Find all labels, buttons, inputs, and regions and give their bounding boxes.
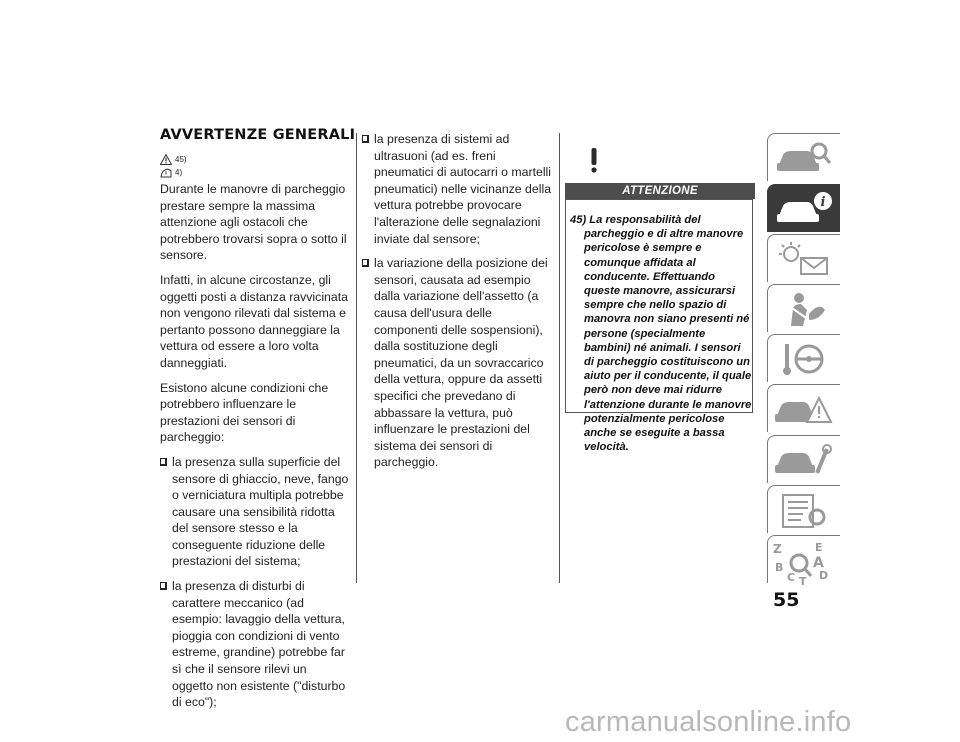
tab-vehicle-info[interactable] [767,184,840,232]
caution-ref-4[interactable] [160,167,182,178]
tab-warning-lights[interactable] [767,234,840,282]
ref-label: 45) [175,155,187,164]
paragraph: Infatti, in alcune circostanze, gli oggetti posti a distanza ravvicinata non vengono rilevati dal sistema e pertanto possono danneggiare la vettura od essere a loro volta danneggiati. [160,272,348,370]
svg-text:T: T [799,575,807,585]
list-item [362,255,552,471]
warning-text [570,213,752,454]
section-title: AVVERTENZE GENERALI [160,127,356,143]
tab-safety[interactable] [767,284,840,332]
condition-list-continued [362,131,552,471]
tab-vehicle-knowledge[interactable] [767,133,840,181]
column-divider [356,133,357,583]
tab-starting-driving[interactable] [767,334,840,382]
middle-column [362,131,552,479]
list-item-text: la presenza di disturbi di carattere meccanico (ad esempio: lavaggio della vettura, pioggia con condizioni di vento estreme, grandine) potrebbe far sì che il sensore rilevi un oggetto non esistente ("disturbo di eco"); [172,579,346,710]
watermark: carmanualsonline.info [565,706,852,738]
list-item-text: la variazione della posizione dei sensori, causata ad esempio dalla variazione dell'assetto (a causa dell'usura delle componenti delle sospensioni), dalla sostituzione degli pneumatici, da un sovraccarico della vettura, oppure da assetti specifici che prevedano di abbassare la vettura, può influenzare le prestazioni del sistema dei sensori di parcheggio. [374,256,548,470]
svg-text:A: A [813,555,824,571]
warning-triangle-icon [160,154,172,165]
tab-maintenance[interactable] [767,435,840,483]
list-item [160,578,350,711]
list-item-text: la presenza di sistemi ad ultrasuoni (ad es. freni pneumatici di autocarri o martelli pneumatici) nelle vicinanze della vettura potrebbe provocare l'alterazione delle segnalazioni inviate dal sensore; [374,132,552,246]
warning-lights-message-icon [773,240,833,278]
list-item [362,131,552,247]
paragraph: Esistono alcune condizioni che potrebbero influenzare le prestazioni dei sensori di parcheggio: [160,380,329,445]
warning-ref-45[interactable] [160,154,187,165]
safety-airbag-icon [773,290,833,328]
svg-text:Z: Z [773,542,782,556]
svg-text:C: C [787,571,796,584]
key-steering-wheel-icon [773,340,833,378]
column-divider [559,133,560,583]
warning-body: La responsabilità del parcheggio e di altre manovre pericolose è sempre e comunque affidata al conducente. Effettuando queste manovre, assicurarsi sempre che nello spazio di manovra non siano presenti né persone (specialmente bambini) né animali. I sensori di parcheggio costituiscono un aiuto per il conducente, il quale però non deve mai ridurre l'attenzione durante le manovre potenzialmente pericolose anche se eseguite a bassa velocità. [584,214,752,454]
svg-text:B: B [775,561,784,574]
warning-exclamation-icon [578,144,610,176]
checkbox-bullet-icon [362,259,369,267]
checkbox-bullet-icon [362,135,369,143]
svg-text:D: D [819,569,829,582]
left-column [160,181,350,719]
car-service-icon [773,441,833,479]
index-az-icon [773,541,833,585]
warning-header: ATTENZIONE [565,183,755,199]
tab-emergency[interactable] [767,384,840,432]
tab-technical-data[interactable] [767,485,840,533]
condition-list [160,454,350,711]
tab-index[interactable] [767,535,840,583]
caution-hand-icon [160,167,172,178]
warning-number: 45) [570,214,587,226]
car-info-icon [773,190,833,228]
paragraph: Durante le manovre di parcheggio prestare sempre la massima attenzione agli ostacoli che potrebbero trovarsi sopra o sotto il sensore. [160,182,347,263]
svg-text:E: E [815,541,823,554]
car-emergency-icon [773,390,833,428]
checkbox-bullet-icon [160,582,167,590]
list-item [160,454,350,570]
checkbox-bullet-icon [160,458,167,466]
technical-data-icon [773,491,833,529]
car-search-icon [773,139,833,177]
page-number: 55 [773,589,800,611]
list-item-text: la presenza sulla superficie del sensore di ghiaccio, neve, fango o verniciatura multipla potrebbe causare una sensibilità ridotta del sensore stesso e la conseguente riduzione delle prestazioni del sistema; [172,454,349,569]
svg-text:i: i [820,195,826,210]
ref-label: 4) [175,168,183,177]
